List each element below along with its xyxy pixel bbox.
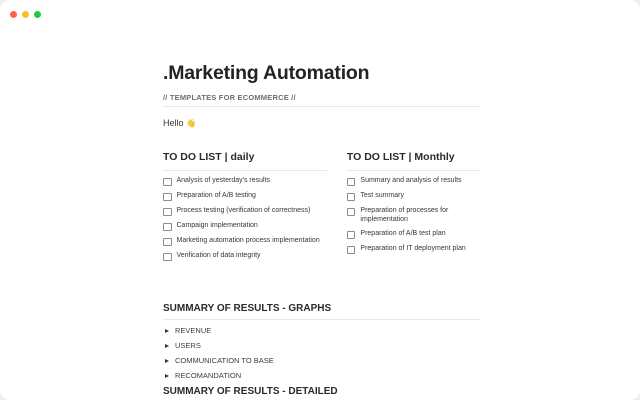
greeting-label: Hello [163,118,184,128]
waving-hand-icon: 👋 [186,119,196,128]
divider [163,106,481,107]
toggle-triangle-icon[interactable] [165,329,169,333]
todo-item [347,177,481,186]
todo-list-monthly [347,177,481,254]
zoom-button[interactable] [34,11,41,18]
todo-item [347,230,481,239]
toggle-label: COMMUNICATION TO BASE [175,356,274,365]
toggle-triangle-icon[interactable] [165,344,169,348]
checkbox[interactable] [163,223,172,232]
close-button[interactable] [10,11,17,18]
window-titlebar [10,11,41,18]
todo-item-label: Campaign implementation [176,222,258,229]
checkbox[interactable] [347,178,356,187]
checkbox[interactable] [347,208,356,217]
todo-item-label: Summary and analysis of results [360,177,462,184]
checkbox[interactable] [163,178,172,187]
todo-item-label: Test summary [360,192,404,199]
greeting-text [163,118,481,129]
toggle-row[interactable] [163,356,481,365]
todo-item-label: Process testing (verification of correctness) [176,207,311,214]
todo-item [163,252,327,261]
checkbox[interactable] [163,238,172,247]
toggle-label: USERS [175,341,201,350]
summary-graphs-heading: SUMMARY OF RESULTS - GRAPHS [163,303,332,314]
todo-daily-column [163,151,327,267]
todo-item [163,237,327,246]
toggle-triangle-icon[interactable] [165,359,169,363]
page-title: .Marketing Automation [163,62,370,84]
checkbox[interactable] [347,231,356,240]
checkbox[interactable] [163,193,172,202]
toggle-label: REVENUE [175,326,212,335]
toggle-label: RECOMANDATION [175,371,242,380]
checkbox[interactable] [347,193,356,202]
checkbox[interactable] [347,246,356,255]
toggle-row[interactable] [163,371,481,380]
todo-item-label: Preparation of A/B test plan [360,230,446,238]
todo-item-label: Analysis of yesterday's results [176,177,271,184]
checkbox[interactable] [163,253,172,262]
todo-item [347,245,481,254]
divider [163,319,481,320]
toggle-row[interactable] [163,341,481,350]
checkbox[interactable] [163,208,172,217]
page-content [163,0,481,400]
todo-monthly-heading: TO DO LIST | Monthly [346,151,455,163]
minimize-button[interactable] [22,11,29,18]
todo-item [163,207,327,216]
todo-daily-heading: TO DO LIST | daily [163,151,255,163]
toggle-triangle-icon[interactable] [165,374,169,378]
toggle-row[interactable] [163,326,481,335]
todo-item [163,177,327,186]
todo-item [163,192,327,201]
divider [163,170,327,171]
todo-monthly-column [347,151,481,267]
todo-item-label: Preparation of A/B testing [176,192,256,199]
summary-graphs-section [163,303,481,380]
todo-item [347,192,481,201]
todo-item [347,207,481,224]
todo-columns [163,151,481,267]
divider [347,170,481,171]
todo-item [163,222,327,231]
todo-item-label: Preparation of processes for implementation [360,207,449,223]
todo-list-daily [163,177,327,261]
page-subtitle: // TEMPLATES FOR ECOMMERCE // [163,93,296,102]
todo-item-label: Preparation of IT deployment plan [360,245,466,253]
summary-detailed-section [163,386,481,398]
todo-item-label: Marketing automation process implementation [176,237,320,244]
summary-detailed-heading: SUMMARY OF RESULTS - DETAILED [163,386,338,397]
graphs-toggle-list [163,326,481,380]
todo-item-label: Verification of data integrity [176,252,261,259]
